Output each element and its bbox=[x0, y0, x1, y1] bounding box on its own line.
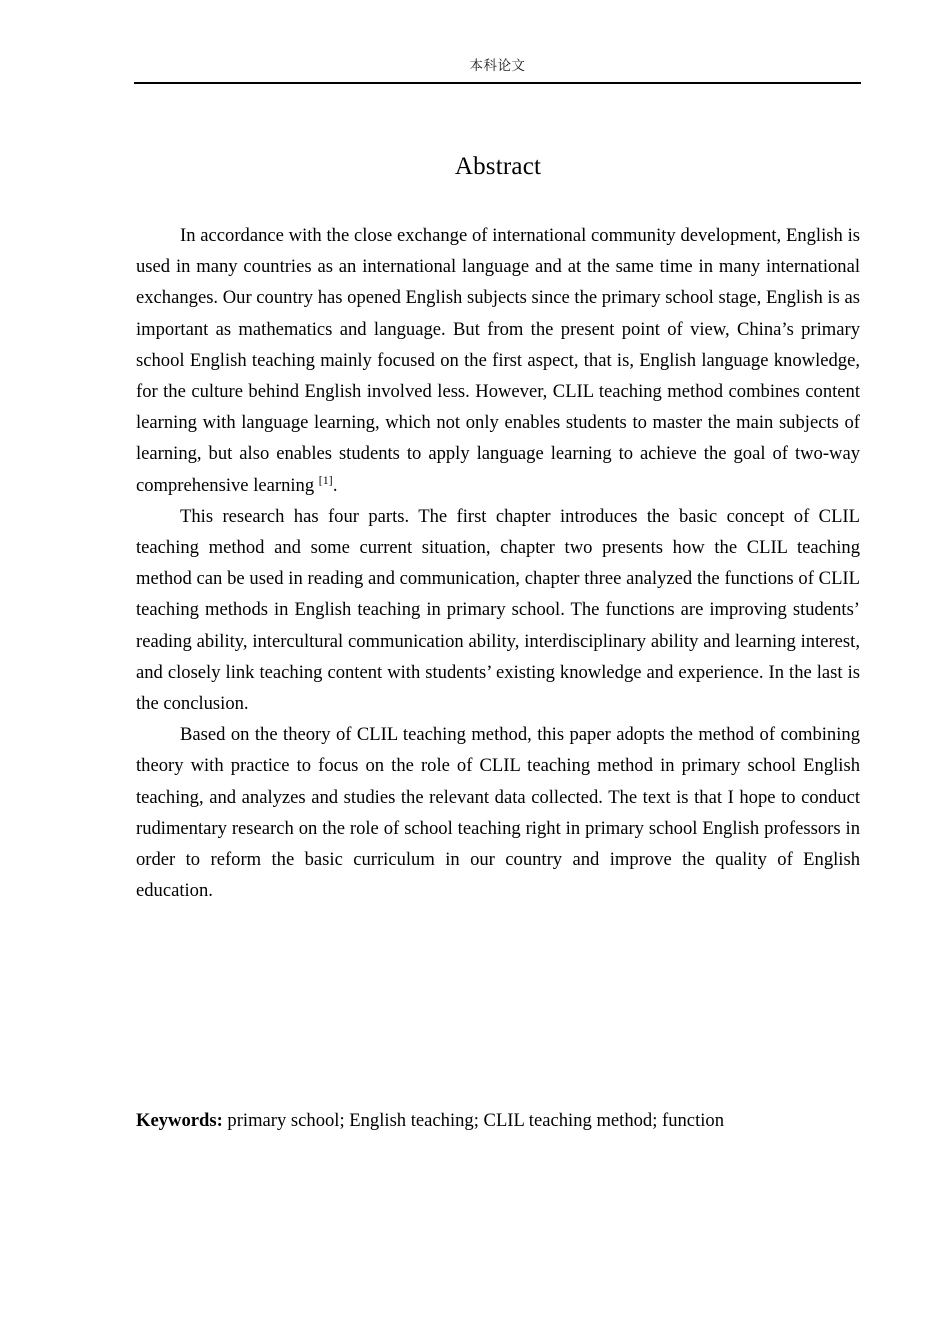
abstract-paragraph-1-text: In accordance with the close exchange of international community development, English is used in many countries as an international language and at the same time in many international exchanges. Our country has opened English subjects since the primary school stage, English is as important as mathematics and language. But from the present point of view, China’s primary school English teaching mainly focused on the first aspect, that is, English language knowledge, for the culture behind English involved less. However, CLIL teaching method combines content learning with language learning, which not only enables students to master the main subjects of learning, but also enables students to apply language learning to achieve the goal of two-way comprehensive learning bbox=[136, 225, 860, 496]
page-running-header bbox=[134, 56, 861, 84]
citation-reference-1: [1] bbox=[318, 474, 333, 487]
abstract-paragraph-3: Based on the theory of CLIL teaching method, this paper adopts the method of combining theory with practice to focus on the role of CLIL teaching method in primary school English teaching, and analyzes and studies the relevant data collected. The text is that I hope to conduct rudimentary research on the role of school teaching right in primary school English professors in order to reform the basic curriculum in our country and improve the quality of English education. bbox=[136, 724, 860, 902]
header-divider-rule bbox=[134, 82, 861, 84]
abstract-paragraph-1 bbox=[136, 220, 860, 501]
page-title: Abstract bbox=[454, 153, 542, 180]
abstract-body bbox=[136, 220, 860, 906]
keywords-label: Keywords: bbox=[136, 1110, 223, 1131]
abstract-paragraph-1-tail: . bbox=[332, 474, 338, 496]
keywords-value: primary school; English teaching; CLIL teaching method; function bbox=[222, 1110, 724, 1131]
page-content bbox=[136, 150, 860, 1131]
keywords-line bbox=[136, 1105, 860, 1136]
abstract-paragraph-2: This research has four parts. The first chapter introduces the basic concept of CLIL teaching method and some current situation, chapter two presents how the CLIL teaching method can be used in reading and communication, chapter three analyzed the functions of CLIL teaching methods in English teaching in primary school. The functions are improving students’ reading ability, intercultural communication ability, interdisciplinary ability and learning interest, and closely link teaching content with students’ existing knowledge and experience. In the last is the conclusion. bbox=[136, 505, 860, 715]
running-header-title: 本科论文 bbox=[469, 58, 526, 74]
